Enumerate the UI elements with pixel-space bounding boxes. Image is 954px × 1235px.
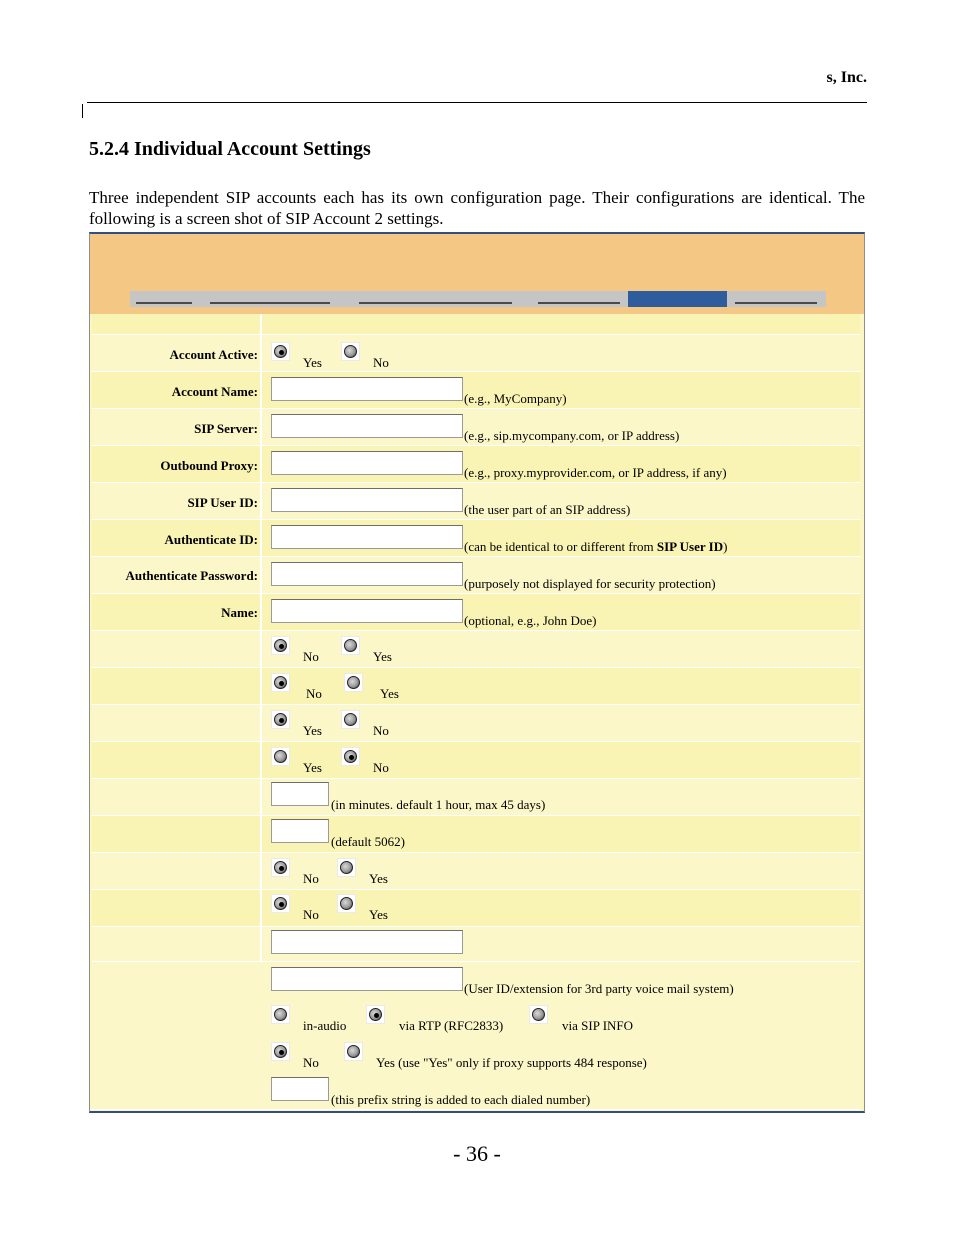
sip-server-input[interactable] (271, 414, 463, 438)
expiration-input[interactable] (271, 782, 329, 806)
option-row-4-yes-label: Yes (303, 760, 322, 775)
sip-user-id-input[interactable] (271, 488, 463, 512)
dtmf-in-audio-label: in-audio (303, 1018, 347, 1033)
voicemail-user-id-input[interactable] (271, 967, 463, 991)
authenticate-id-hint (464, 539, 727, 555)
authenticate-id-hint-post: ) (723, 539, 728, 554)
option-row-5-yes-radio[interactable] (337, 858, 356, 877)
header-tick (82, 104, 83, 118)
option-row-1-no-label: No (303, 649, 319, 664)
option-row-5-no-radio[interactable] (271, 858, 290, 877)
authenticate-id-hint-pre: (can be identical to or different from (464, 539, 657, 554)
company-header: s, Inc. (826, 69, 867, 86)
local-port-hint: (default 5062) (331, 834, 406, 849)
dtmf-sip-info-label: via SIP INFO (562, 1018, 634, 1033)
account-active-no-radio[interactable] (341, 342, 360, 361)
outbound-proxy-label: Outbound Proxy: (160, 458, 258, 473)
dtmf-sip-info-radio[interactable] (529, 1005, 548, 1024)
option-row-5-no-label: No (303, 871, 319, 886)
banner (90, 234, 864, 314)
dtmf-rtp-label: via RTP (RFC2833) (399, 1018, 504, 1033)
outbound-proxy-input[interactable] (271, 451, 463, 475)
section-title: 5.2.4 Individual Account Settings (89, 138, 371, 160)
authenticate-id-hint-bold: SIP User ID (656, 539, 724, 554)
form-row (92, 927, 860, 962)
option-row-5-yes-label: Yes (369, 871, 388, 886)
authenticate-password-label: Authenticate Password: (125, 568, 258, 583)
form-row (92, 668, 860, 705)
intro-paragraph: Three independent SIP accounts each has its own configuration page. Their configurations are identical. The following is a screen shot of SIP Account 2 settings. (89, 188, 865, 228)
option-row-3-yes-label: Yes (303, 723, 322, 738)
form-row (92, 705, 860, 742)
column-divider (260, 314, 262, 962)
sip-user-id-hint: (the user part of an SIP address) (464, 502, 631, 517)
name-input[interactable] (271, 599, 463, 623)
nav-tab-6[interactable] (735, 302, 817, 304)
form-row (92, 816, 860, 853)
sip-server-hint: (e.g., sip.mycompany.com, or IP address) (464, 428, 680, 443)
option-row-4-no-label: No (373, 760, 389, 775)
name-label: Name: (221, 605, 258, 620)
form-row (92, 742, 860, 779)
proxy-484-no-label: No (303, 1055, 319, 1070)
header-rule (87, 102, 867, 103)
nav-tab-3[interactable] (359, 302, 512, 304)
proxy-484-yes-label: Yes (use "Yes" only if proxy supports 484 response) (376, 1055, 647, 1070)
account-active-label: Account Active: (169, 347, 258, 362)
sip-server-label: SIP Server: (194, 421, 258, 436)
dial-prefix-input[interactable] (271, 1077, 329, 1101)
local-port-input[interactable] (271, 819, 329, 843)
option-row-3-no-radio[interactable] (341, 710, 360, 729)
nav-tab-active[interactable] (628, 291, 727, 307)
option-row-1-yes-radio[interactable] (341, 636, 360, 655)
option-row-6-no-label: No (303, 907, 319, 922)
option-row-2-no-label: No (306, 686, 322, 701)
option-row-3-yes-radio[interactable] (271, 710, 290, 729)
form-row (92, 853, 860, 890)
option-row-4-yes-radio[interactable] (271, 747, 290, 766)
authenticate-id-input[interactable] (271, 525, 463, 549)
sip-user-id-label: SIP User ID: (187, 495, 258, 510)
authenticate-password-hint: (purposely not displayed for security protection) (464, 576, 716, 591)
account-active-yes-label: Yes (303, 355, 322, 370)
option-row-6-yes-radio[interactable] (337, 894, 356, 913)
voicemail-user-id-hint: (User ID/extension for 3rd party voice mail system) (464, 981, 734, 996)
option-row-6-no-radio[interactable] (271, 894, 290, 913)
nav-tab-2[interactable] (210, 302, 330, 304)
outbound-proxy-hint: (e.g., proxy.myprovider.com, or IP address, if any) (464, 465, 727, 480)
dtmf-rtp-radio[interactable] (366, 1005, 385, 1024)
option-row-1-yes-label: Yes (373, 649, 392, 664)
authenticate-id-label: Authenticate ID: (164, 532, 258, 547)
proxy-484-yes-radio[interactable] (344, 1042, 363, 1061)
dtmf-in-audio-radio[interactable] (271, 1005, 290, 1024)
option-row-2-no-radio[interactable] (271, 673, 290, 692)
option-row-4-no-radio[interactable] (341, 747, 360, 766)
expiration-hint: (in minutes. default 1 hour, max 45 days) (331, 797, 546, 812)
nav-tab-4[interactable] (538, 302, 620, 304)
option-row-2-yes-label: Yes (380, 686, 399, 701)
nav-bar (130, 291, 826, 307)
option-row-6-yes-label: Yes (369, 907, 388, 922)
form-row (92, 314, 860, 335)
nav-tab-1[interactable] (136, 302, 192, 304)
authenticate-password-input[interactable] (271, 562, 463, 586)
page-number: - 36 - (453, 1141, 501, 1166)
form-row (92, 890, 860, 927)
account-active-yes-radio[interactable] (271, 342, 290, 361)
account-name-hint: (e.g., MyCompany) (464, 391, 567, 406)
option-row-2-yes-radio[interactable] (344, 673, 363, 692)
account-settings-screenshot (89, 232, 865, 1113)
option-row-3-no-label: No (373, 723, 389, 738)
account-name-input[interactable] (271, 377, 463, 401)
account-active-no-label: No (373, 355, 389, 370)
blank-text-input[interactable] (271, 930, 463, 954)
form-row (92, 631, 860, 668)
option-row-1-no-radio[interactable] (271, 636, 290, 655)
account-name-label: Account Name: (171, 384, 258, 399)
name-hint: (optional, e.g., John Doe) (464, 613, 597, 628)
dial-prefix-hint: (this prefix string is added to each dialed number) (331, 1092, 591, 1107)
proxy-484-no-radio[interactable] (271, 1042, 290, 1061)
